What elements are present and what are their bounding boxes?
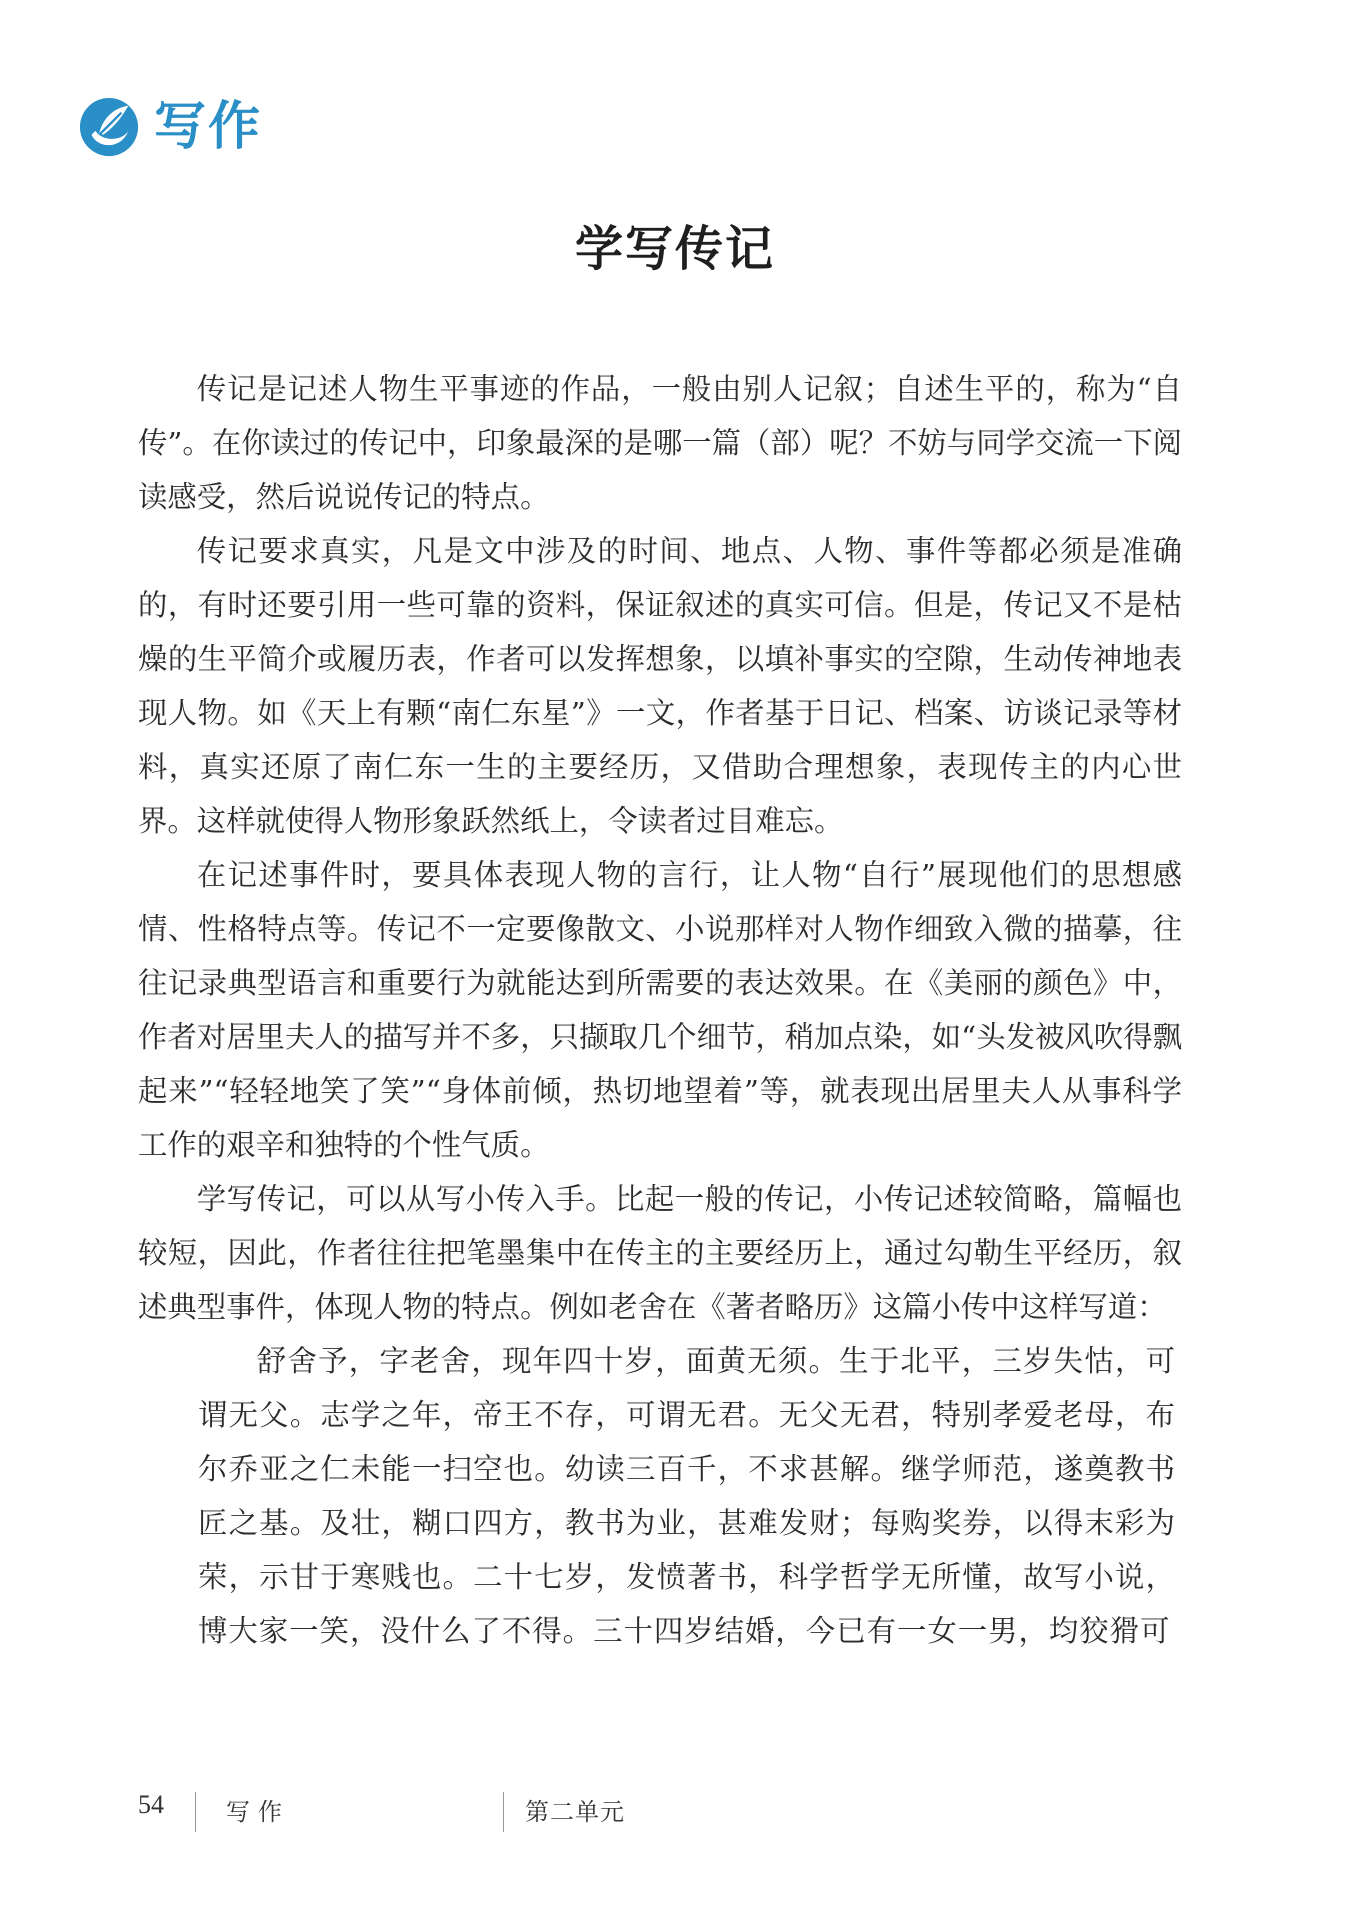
footer-unit-label: 第二单元	[525, 1800, 625, 1826]
footer-divider	[503, 1792, 504, 1832]
page-number: 54	[138, 1790, 164, 1819]
article-body	[138, 362, 1182, 1658]
section-label: 写作	[154, 97, 263, 157]
footer-divider	[195, 1792, 196, 1832]
page-title: 学写传记	[574, 221, 775, 277]
page-footer	[138, 1790, 1182, 1830]
quill-in-circle-icon	[78, 96, 140, 158]
paragraph: 传记要求真实，凡是文中涉及的时间、地点、人物、事件等都必须是准确的，有时还要引用一些可靠的资料，保证叙述的真实可信。但是，传记又不是枯燥的生平简介或履历表，作者可以发挥想象，以填补事实的空隙，生动传神地表现人物。如《天上有颗“南仁东星”》一文，作者基于日记、档案、访谈记录等材料，真实还原了南仁东一生的主要经历，又借助合理想象，表现传主的内心世界。这样就使得人物形象跃然纸上，令读者过目难忘。	[138, 534, 1182, 838]
paragraph: 在记述事件时，要具体表现人物的言行，让人物“自行”展现他们的思想感情、性格特点等。传记不一定要像散文、小说那样对人物作细致入微的描摹，往往记录典型语言和重要行为就能达到所需要的表达效果。在《美丽的颜色》中，作者对居里夫人的描写并不多，只撷取几个细节，稍加点染，如“头发被风吹得飘起来”“轻轻地笑了笑”“身体前倾，热切地望着”等，就表现出居里夫人从事科学工作的艰辛和独特的个性气质。	[138, 858, 1182, 1162]
footer-section-label: 写作	[226, 1800, 290, 1826]
section-header	[78, 92, 262, 162]
paragraph: 传记是记述人物生平事迹的作品，一般由别人记叙；自述生平的，称为“自传”。在你读过的传记中，印象最深的是哪一篇（部）呢？不妨与同学交流一下阅读感受，然后说说传记的特点。	[138, 372, 1182, 514]
block-quote: 舒舍予，字老舍，现年四十岁，面黄无须。生于北平，三岁失怙，可谓无父。志学之年，帝王不存，可谓无君。无父无君，特别孝爱老母，布尔乔亚之仁未能一扫空也。幼读三百千，不求甚解。继学师范，遂奠教书匠之基。及壮，糊口四方，教书为业，甚难发财；每购奖券，以得末彩为荣，示甘于寒贱也。二十七岁，发愤著书，科学哲学无所懂，故写小说，博大家一笑，没什么了不得。三十四岁结婚，今已有一女一男，均狡猾可	[198, 1344, 1176, 1648]
paragraph: 学写传记，可以从写小传入手。比起一般的传记，小传记述较简略，篇幅也较短，因此，作者往往把笔墨集中在传主的主要经历上，通过勾勒生平经历，叙述典型事件，体现人物的特点。例如老舍在《著者略历》这篇小传中这样写道：	[138, 1182, 1182, 1324]
